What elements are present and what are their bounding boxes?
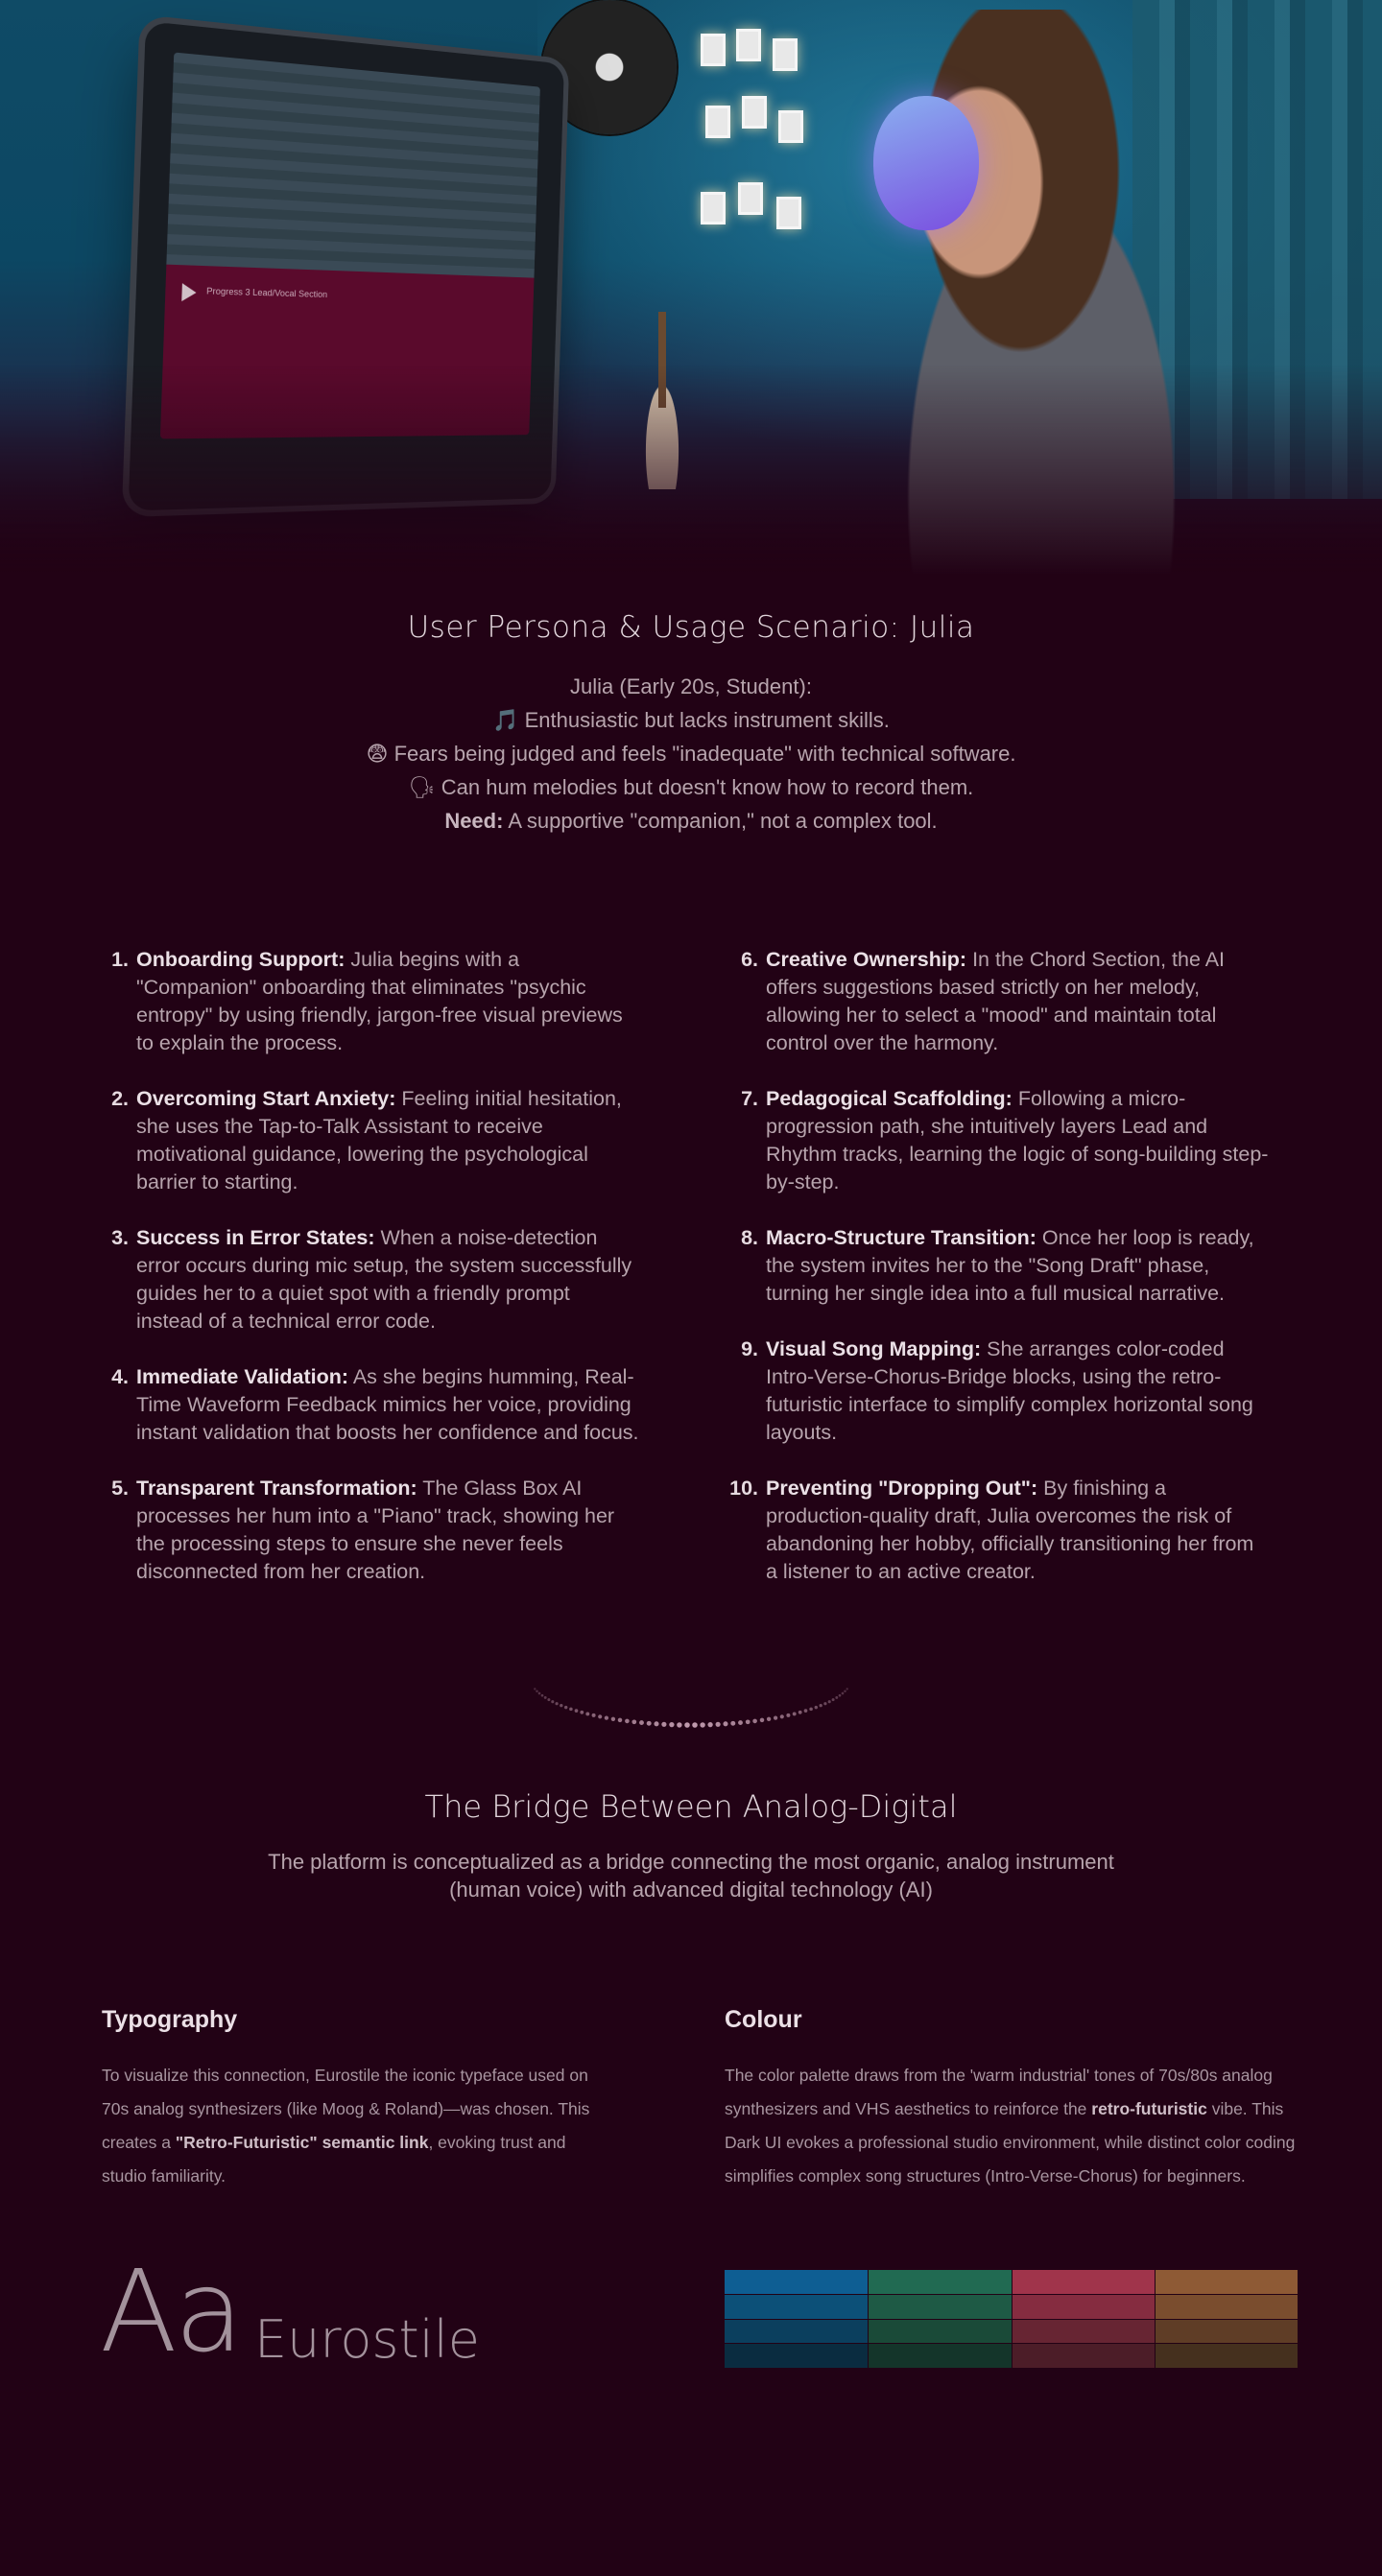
step-number: 6. <box>741 948 758 971</box>
scenario-step <box>729 1475 1271 1586</box>
arc-dot <box>707 1722 712 1727</box>
arc-dot <box>723 1721 727 1726</box>
scenario-step <box>733 1224 1271 1308</box>
colour-swatch <box>1013 2319 1155 2344</box>
step-text: When a noise-detection error occurs during mic setup, the system successfully guides her to a quiet spot with a friendly prompt instead of a technical error code. <box>136 1226 632 1333</box>
typography-body <box>102 2059 601 2193</box>
colour-swatch <box>1013 2294 1155 2319</box>
persona-title: User Persona & Usage Scenario: Julia <box>407 610 975 645</box>
typography-body-text: , evoking trust and studio familiarity. <box>102 2133 566 2186</box>
colour-swatch <box>1156 2294 1298 2319</box>
arc-dot <box>564 1706 567 1709</box>
arc-dot <box>820 1704 822 1707</box>
photo-wall <box>696 29 830 278</box>
arc-dot <box>815 1706 818 1709</box>
persona-trait-text: Fears being judged and feels "inadequate" with technical software. <box>393 742 1016 766</box>
arc-dot <box>692 1722 698 1728</box>
colour-swatch <box>725 2319 868 2344</box>
colour-swatch <box>869 2319 1011 2344</box>
screen-track-label: Progress 3 Lead/Vocal Section <box>206 286 328 300</box>
arc-dot <box>618 1718 623 1723</box>
arc-dot <box>544 1696 547 1699</box>
arc-dot <box>580 1711 584 1714</box>
step-text: Feeling initial hesitation, she uses the Tap-to-Talk Assistant to receive motivational guidance, lowering the psychological barrier to starting. <box>136 1087 622 1193</box>
speaking-head-icon: 🗣 <box>408 775 436 799</box>
colour-swatch <box>1013 2343 1155 2368</box>
step-number: 10. <box>729 1477 758 1500</box>
typeface-sample-glyphs: Aa <box>100 2245 242 2377</box>
colour-body-bold: retro-futuristic <box>1091 2099 1207 2118</box>
arc-dot <box>844 1690 846 1692</box>
photo <box>742 96 767 129</box>
arc-dot <box>842 1692 845 1695</box>
need-label: Need: <box>444 809 504 833</box>
scenario-list-right <box>729 946 1271 1614</box>
persona-trait <box>0 737 1382 770</box>
arc-dot <box>598 1714 602 1718</box>
step-number: 4. <box>111 1365 129 1388</box>
arc-dot <box>547 1698 550 1701</box>
colour-body-text: vibe. This Dark UI evokes a professional studio environment, while distinct color coding simplifies complex song structures (Intro-Verse-Chorus) for beginners. <box>725 2099 1296 2186</box>
arc-dot <box>752 1719 757 1724</box>
arc-dot <box>823 1702 826 1705</box>
step-title: Pedagogical Scaffolding: <box>766 1087 1013 1110</box>
arc-dot <box>730 1721 735 1726</box>
scenario-step <box>104 1363 641 1447</box>
step-number: 3. <box>111 1226 129 1249</box>
step-title: Success in Error States: <box>136 1226 375 1249</box>
arc-dot <box>828 1700 831 1703</box>
step-title: Preventing "Dropping Out": <box>766 1477 1038 1500</box>
step-text: Julia begins with a "Companion" onboarding that eliminates "psychic entropy" by using friendly, jargon-free visual previews to explain the process. <box>136 948 623 1054</box>
photo <box>701 192 726 225</box>
colour-body-text: The color palette draws from the 'warm industrial' tones of 70s/80s analog synthesizers and VHS aesthetics to reinforce the <box>725 2066 1273 2118</box>
step-text: By finishing a production-quality draft, Julia overcomes the risk of abandoning her hobby, officially transitioning her from a listener to an active creator. <box>766 1477 1254 1583</box>
arc-dot <box>551 1700 554 1703</box>
step-title: Macro-Structure Transition: <box>766 1226 1036 1249</box>
colour-body <box>725 2059 1300 2193</box>
arc-dot <box>654 1721 658 1726</box>
arc-dot <box>746 1719 751 1724</box>
arc-dot <box>585 1712 589 1715</box>
step-number: 1. <box>111 948 129 971</box>
arc-dot <box>684 1722 690 1728</box>
dotted-arc-divider <box>526 1669 856 1737</box>
arc-dot <box>677 1722 681 1727</box>
palette-column <box>1155 2270 1298 2368</box>
colour-swatch <box>725 2343 868 2368</box>
arc-dot <box>536 1690 538 1692</box>
arc-dot <box>774 1715 777 1719</box>
palette-column <box>725 2270 868 2368</box>
headphones <box>873 96 979 230</box>
photo <box>738 182 763 215</box>
arc-dot <box>639 1720 644 1725</box>
arc-dot <box>625 1719 630 1724</box>
scenario-step <box>733 946 1271 1057</box>
arc-dot <box>738 1720 743 1725</box>
step-title: Onboarding Support: <box>136 948 346 971</box>
step-number: 9. <box>741 1337 758 1360</box>
step-title: Creative Ownership: <box>766 948 967 971</box>
music-note-icon: 🎵 <box>492 708 519 732</box>
persona-trait-text: Can hum melodies but doesn't know how to record them. <box>441 775 974 799</box>
arc-dot <box>669 1722 674 1727</box>
arc-dot <box>786 1713 790 1717</box>
persona-intro: Julia (Early 20s, Student): <box>570 674 812 698</box>
step-text: Following a micro-progression path, she intuitively layers Lead and Rhythm tracks, learning the logic of song-building step-by-step. <box>766 1087 1269 1193</box>
colour-swatch <box>1156 2270 1298 2294</box>
arc-dot <box>767 1717 771 1721</box>
step-number: 7. <box>741 1087 758 1110</box>
scenario-list-left <box>104 946 641 1614</box>
arc-dot <box>804 1709 808 1713</box>
arc-dot <box>716 1722 721 1727</box>
step-title: Visual Song Mapping: <box>766 1337 982 1360</box>
photo <box>705 106 730 138</box>
photo <box>773 38 798 71</box>
arc-dot <box>575 1709 579 1713</box>
photo <box>736 29 761 61</box>
scenario-step <box>104 1475 641 1586</box>
scenario-step <box>733 1085 1271 1196</box>
photo <box>778 110 803 143</box>
arc-dot <box>592 1713 596 1717</box>
step-title: Transparent Transformation: <box>136 1477 417 1500</box>
arc-dot <box>605 1715 608 1719</box>
typeface-sample <box>100 2245 480 2377</box>
hero-fade <box>0 365 1382 576</box>
scenario-step <box>104 946 641 1057</box>
arc-dot <box>534 1688 536 1690</box>
step-number: 2. <box>111 1087 129 1110</box>
step-text: She arranges color-coded Intro-Verse-Chorus-Bridge blocks, using the retro-futuristic interface to simplify complex horizontal song layouts. <box>766 1337 1253 1444</box>
typography-title: Typography <box>102 2006 238 2033</box>
palette-column <box>868 2270 1011 2368</box>
colour-swatch <box>1156 2319 1298 2344</box>
arc-dot <box>541 1694 544 1697</box>
bridge-text: The platform is conceptualized as a bridge connecting the most organic, analog instrument (human voice) with advanced digital technology (AI) <box>268 1850 1114 1902</box>
arc-dot <box>832 1698 835 1701</box>
colour-swatch <box>725 2294 868 2319</box>
play-icon <box>181 283 197 301</box>
arc-dot <box>647 1721 652 1726</box>
arc-dot <box>760 1718 765 1723</box>
daw-tracks <box>166 53 540 278</box>
step-number: 5. <box>111 1477 129 1500</box>
arc-dot <box>839 1694 842 1697</box>
persona-need <box>0 804 1382 838</box>
arc-dot <box>798 1711 802 1714</box>
arc-dot <box>780 1714 784 1718</box>
typeface-sample-name: Eurostile <box>254 2308 480 2370</box>
step-title: Immediate Validation: <box>136 1365 349 1388</box>
arc-dot <box>538 1692 541 1695</box>
scenario-step <box>104 1224 641 1335</box>
arc-dot <box>809 1708 813 1712</box>
arc-dot <box>569 1708 573 1712</box>
persona-trait <box>0 703 1382 737</box>
step-text: The Glass Box AI processes her hum into a "Piano" track, showing her the processing steps to ensure she never feels disconnected from her creation. <box>136 1477 615 1583</box>
step-title: Overcoming Start Anxiety: <box>136 1087 396 1110</box>
arc-dot <box>560 1704 562 1707</box>
photo <box>776 197 801 229</box>
colour-palette <box>725 2270 1298 2368</box>
step-text: In the Chord Section, the AI offers suggestions based strictly on her melody, allowing her to select a "mood" and maintain total control over the harmony. <box>766 948 1226 1054</box>
fearful-face-icon: 😨 <box>366 742 389 766</box>
colour-swatch <box>869 2343 1011 2368</box>
step-text: As she begins humming, Real-Time Waveform Feedback mimics her voice, providing instant validation that boosts her confidence and focus. <box>136 1365 639 1444</box>
arc-dot <box>631 1719 636 1724</box>
scenario-step <box>733 1335 1271 1447</box>
bridge-title: The Bridge Between Analog-Digital <box>424 1788 958 1825</box>
arc-dot <box>611 1717 615 1721</box>
bridge-section <box>0 1788 1382 1903</box>
arc-dot <box>793 1712 797 1715</box>
scenario-step <box>104 1085 641 1196</box>
arc-dot <box>661 1722 666 1727</box>
step-text: Once her loop is ready, the system invites her to the "Song Draft" phase, turning her single idea into a full musical narrative. <box>766 1226 1254 1305</box>
arc-dot <box>555 1702 558 1705</box>
colour-swatch <box>869 2294 1011 2319</box>
colour-swatch <box>725 2270 868 2294</box>
colour-swatch <box>1013 2270 1155 2294</box>
photo <box>701 34 726 66</box>
hero-photo <box>0 0 1382 576</box>
typography-body-text: To visualize this connection, Eurostile the iconic typeface used on 70s analog synthesizers (like Moog & Roland)—was chosen. This creates a <box>102 2066 590 2152</box>
arc-dot <box>846 1688 848 1690</box>
persona-trait <box>0 770 1382 804</box>
colour-swatch <box>869 2270 1011 2294</box>
arc-dot <box>835 1696 838 1699</box>
colour-title: Colour <box>725 2006 802 2033</box>
step-number: 8. <box>741 1226 758 1249</box>
need-text: A supportive "companion," not a complex tool. <box>508 809 938 833</box>
persona-section <box>0 610 1382 838</box>
arc-dot <box>700 1722 704 1727</box>
palette-column <box>1012 2270 1155 2368</box>
persona-trait-text: Enthusiastic but lacks instrument skills. <box>524 708 890 732</box>
colour-swatch <box>1156 2343 1298 2368</box>
typography-body-bold: "Retro-Futuristic" semantic link <box>175 2133 429 2152</box>
